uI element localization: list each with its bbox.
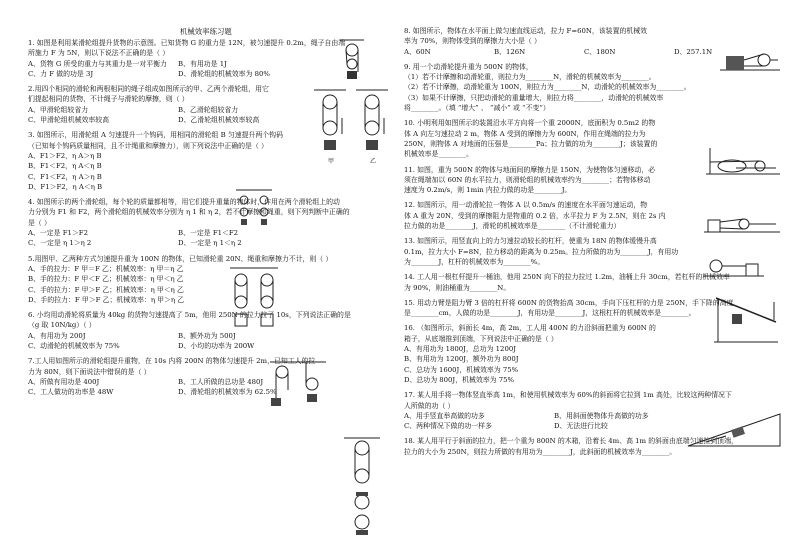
question-line: 8. 如图所示，物体在水平面上做匀速直线运动，拉力 F=60N，该装置的机械效: [404, 27, 648, 35]
question-line: 拉力做的功是________J，滑轮的机械效率是________（不计滑轮重力）: [404, 222, 621, 231]
option-B: B、手的拉力：F 甲＜F 乙；机械效率：η 甲＜η 乙: [28, 275, 184, 284]
option-A: A、有用功为 200J: [28, 331, 86, 340]
question-line: 是________cm，人做的功是________J，有用功是________J，这根杠杆的机械效率是________。: [404, 309, 696, 318]
option-D: D、手的拉力：F 甲＞F 乙；机械效率：η 甲＞η 乙: [28, 295, 185, 304]
question-line: 力分别为 F1 和 F2，两个滑轮组的机械效率分别为 η 1 和 η 2，若不计摩擦和绳重，则下列判断中正确的: [28, 208, 350, 217]
option-list: [28, 228, 392, 249]
option-A: A、货物 G 所受的重力与其重力是一对平衡力: [28, 59, 167, 68]
option-C: C、180N: [584, 47, 616, 56]
option-A: A、F1＞F2，η A＞η B: [28, 151, 102, 160]
question-line: （2）若不计摩擦，动滑轮重为 100N，则拉力为________N，动滑轮的机械效率为________。: [404, 83, 691, 92]
question-line: 机械效率是________。: [404, 150, 473, 159]
question-line: 11. 如图，重为 500N 的物体与地面间的摩擦力是 150N，为使物体匀速移动，必: [404, 165, 656, 174]
option-D: D、乙滑轮组机械效率较高: [178, 116, 260, 125]
pulley-figure-q6-7: [342, 436, 382, 536]
question-line: 率为 70%，则物体受到的摩擦力大小是（ ）: [404, 37, 541, 46]
pulley-figure-q5: [268, 360, 328, 410]
question-line: 1. 如图是利用某滑轮组提升货物的示意图。已知货物 G 的重力是 12N，被匀速提升 0.2m，绳子自由端: [28, 39, 346, 47]
option-A: A、用手竖直举高做的功多: [404, 411, 485, 420]
question-line: 们提起相同的货物，不计绳子与滑轮的摩擦，则（ ）: [28, 95, 189, 104]
question-line: 5.用图甲、乙两种方式匀速提升重为 100N 的物体，已知滑轮重 20N、绳重和摩擦力不计，则（ ）: [28, 254, 333, 263]
option-C: C、手的拉力：F 甲＞F 乙；机械效率：η 甲＜η 乙: [28, 285, 184, 294]
pulley-figure-q10: [706, 146, 780, 178]
option-list: [28, 377, 392, 398]
question-line: 18. 某人用平行于斜面的拉力，把一个重为 800N 的木箱，沿着长 4m、高 1m 的斜面由底端匀速拉到顶端，: [404, 437, 738, 446]
question-line: 箱子，从底端推到顶端，下列说法中正确的是（ ）: [404, 334, 558, 343]
question-line: 6. 小均用动滑轮将质量为 40kg 的货物匀速提高了 5m，他用 250N 的拉力拉了 10s，下列说法正确的是: [28, 311, 351, 320]
option-B: B、用斜面使物体升高做的功多: [554, 411, 649, 420]
question-left-7: [28, 356, 392, 397]
option-A: A、一定是 F1＞F2: [28, 229, 88, 238]
question-line: 所施力 F 为 5N，则以下说法不正确的是（ ）: [28, 49, 170, 58]
option-B: B、有用功为 1200J，额外功为 800J: [404, 355, 519, 364]
option-list: [404, 344, 776, 385]
question-line: 13. 如图所示，用竖直向上的力匀速拉动较长的杠杆，使重为 18N 的物体缓慢升高: [404, 237, 657, 246]
option-D: D、无法进行比较: [554, 422, 608, 431]
question-line: 速度为 0.2m/s，则 1min 内拉力做的功是________J。: [404, 186, 572, 195]
question-line: 17. 某人用手将一物体竖直举高 1m，和使用机械效率为 60%的斜面将它拉到 1m 高处，比较这两种情况下: [404, 391, 732, 400]
question-line: 体 A 向左匀速拉动 2 m，物体 A 受到的摩擦力为 600N，作用在绳端的拉力为: [404, 129, 646, 138]
option-list: [28, 331, 392, 352]
question-line: 250N，则物体 A 对地面的压强是________Pa；拉力做的功为________J；该装置的: [404, 139, 658, 148]
question-line: （3）如果不计摩擦，只把动滑轮的重量增大，则拉力将________，动滑轮的机械效率: [404, 93, 664, 102]
pulley-figure-q12: [704, 254, 764, 280]
option-D: D、257.1N: [674, 47, 713, 56]
option-B: B、有用功是 1J: [178, 59, 227, 68]
option-A: A、有用功为 1800J，总功为 1200J: [404, 345, 516, 354]
question-line: 须在绳端加以 60N 的水平拉力，则滑轮组的机械效率约为________；若物体移动: [404, 175, 651, 184]
question-line: 0.1m，拉力大小 F=8N，拉力移动的距离为 0.25m。拉力所做的功为________J，有用功: [404, 247, 679, 256]
option-A: A、手的拉力：F 甲＝F 乙；机械效率：η 甲＝η 乙: [28, 264, 184, 273]
option-B: B、工人所做的总功是 480J: [178, 377, 264, 386]
question-line: 力为 80N，则下面说法中错误的是（ ）: [28, 367, 151, 376]
option-D: D、滑轮组的机械效率为 80%: [178, 69, 270, 78]
option-C: C、动滑轮的机械效率为 75%: [28, 342, 120, 351]
option-B: B、F1＜F2，η A＜η B: [28, 162, 102, 171]
option-B: B、126N: [494, 47, 526, 56]
option-D: D、F1＞F2，η A＜η B: [28, 182, 103, 191]
question-line: 为________J，杠杆的机械效率为________%。: [404, 257, 545, 266]
option-D: D、小均的功率为 200W: [178, 342, 255, 351]
option-D: C、甲滑轮组机械效率较高: [28, 116, 110, 125]
question-line: （1）若不计摩擦和动滑轮重，则拉力为________N，滑轮的机械效率为________。: [404, 73, 656, 82]
option-C: B、乙滑轮组较省力: [178, 105, 239, 114]
option-D: D、滑轮组的机械效率为 62.5%: [178, 388, 277, 397]
question-line: 14. 工人用一根杠杆提升一桶油，他用 250N 向下的拉力拉过 1.2m，油桶上升 30cm，若杠杆的机械效率: [404, 273, 730, 282]
incline-figure-q16: [686, 408, 782, 448]
option-D: D、总功为 800J，机械效率为 75%: [404, 375, 515, 384]
pulley-figure-q3: [234, 188, 274, 228]
question-line: 将________。（填 “增大” 、 “减小” 或 “不变”）: [404, 104, 550, 113]
question-left-6: [28, 310, 392, 351]
question-line: 体 A 重为 20N，受到的摩擦阻力是物重的 0.2 倍，水平拉力 F 为 2.5N，则在 2s 内: [404, 211, 666, 220]
question-line: 12. 如图所示，用一动滑轮拉一物体 A 以 0.5m/s 的速度在水平面匀速运动，物: [404, 201, 648, 210]
question-line: 7.工人用如图所示的滑轮组提升重物，在 10s 内将 200N 的物体匀速提升 2m，已知工人的拉: [28, 357, 316, 366]
question-line: 15. 用动力臂是阻力臂 3 倍的杠杆将 600N 的货物抬高 30cm，手向下压杠杆的力是 250N，手下降的高度: [404, 298, 734, 307]
option-C: C、力 F 做的功是 3J: [28, 69, 94, 78]
pulley-figure-q2: [312, 88, 392, 168]
figure-label-jia: 甲: [328, 158, 335, 165]
lever-figure-q13: [714, 294, 778, 344]
question-line: 为 90%，则油桶重为________N。: [404, 283, 511, 292]
question-left-4: [28, 197, 392, 248]
question-line: 人所做的功（ ）: [404, 401, 455, 410]
question-line: 是（ ）: [28, 218, 51, 227]
option-C: C、F1＜F2，η A＞η B: [28, 172, 102, 181]
option-B: B、额外功为 500J: [178, 331, 236, 340]
question-line: 9. 用一个动滑轮提升重为 500N 的物体，: [404, 62, 533, 71]
question-line: 拉力的大小为 250N，则拉力所做的有用功为________J，此斜面的机械效率为________。: [404, 447, 677, 456]
option-C: C、总功为 1600J，机械效率为 75%: [404, 365, 519, 374]
pulley-figure-q1: [338, 38, 366, 80]
option-list: [28, 264, 392, 305]
option-C: C、一定是 η 1＞η 2: [28, 239, 92, 248]
option-C: C、两种情况下做的功一样多: [404, 422, 492, 431]
question-line: 16. （如图所示，斜面长 4m，高 2m，工人用 400N 的力沿斜面把重为 600N 的: [404, 324, 656, 333]
option-A: A、所做有用功是 400J: [28, 377, 100, 386]
question-line: （已知每个钩码质量相同，且不计绳重和摩擦力），则下列说法中正确的是（ ）: [28, 141, 268, 150]
figure-label-yi: 乙: [370, 158, 377, 165]
pulley-figure-q8: [720, 40, 780, 76]
option-C: C、工人做功的功率是 48W: [28, 388, 114, 397]
question-line: 4. 如图所示的两个滑轮组，每个轮的质量都相等，用它们提升重量的物体时，作用在两个滑轮组上的动: [28, 198, 340, 207]
option-D: D、一定是 η 1＜η 2: [178, 239, 242, 248]
question-line: （g 取 10N/kg）（ ）: [28, 321, 96, 330]
pulley-figure-q4: [228, 266, 280, 330]
question-left-5: [28, 254, 392, 305]
question-line: 2.用四个相同的滑轮和两根相同的绳子组成如图所示的甲、乙两个滑轮组，用它: [28, 85, 269, 94]
page-title: 机械效率练习题: [180, 27, 232, 36]
option-A: A、60N: [404, 47, 431, 56]
pulley-figure-q11: [704, 206, 780, 236]
option-B: B、一定是 F1＜F2: [178, 229, 239, 238]
option-A: A、甲滑轮组较省力: [28, 105, 89, 114]
question-line: 10. 小明利用如图所示的装置沿水平方向将一个重 2000N，底面积为 0.5m2 的物: [404, 119, 656, 128]
question-line: 3. 如图所示，用滑轮组 A 匀速提升一个钩码，用相同的滑轮组 B 匀速提升两个钩码: [28, 131, 283, 140]
right-column: [404, 26, 776, 462]
